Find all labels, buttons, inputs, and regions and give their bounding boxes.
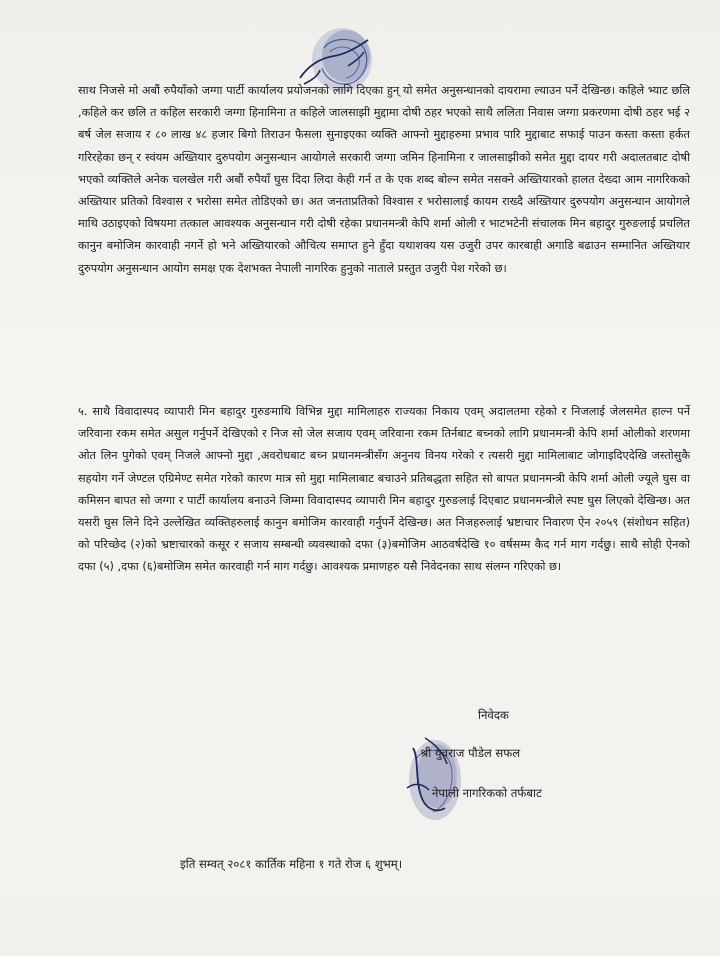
date-line: इति सम्वत् २०८१ कार्तिक महिना १ गते रोज ६ शुभम्। [180, 857, 403, 871]
paragraph-complaint-body: साथ निजसे मो अबौं रुपैयाँको जग्गा पार्टी कार्यालय प्रयोजनको लागि दिएका हुन् यो समेत अनुसन्धानको दायरामा ल्याउन पर्ने देखिन्छ। कहिले भ्याट छलि ,कहिले कर छलि त कहिल सरकारी जग्गा हिनामिना त कहिले जालसाझी मुद्दामा दोषी ठहर भएको साथै ललिता निवास जग्गा प्रकरणमा दोषी ठहर भई २ बर्ष जेल सजाय र ८० लाख ४८ हजार बिगो तिराउन फैसला सुनाइएका व्यक्ति आफ्नो मुद्दाहरुमा प्रभाव पारि मुद्दाबाट सफाई पाउन कस्ता कस्ता हर्कत गरिरहेका छन् र स्वंयम अख्तियार दुरुपयोग अनुसन्धान आयोगले सरकारी जग्गा जमिन हिनामिना र जालसाझीको समेत मुद्दा दायर गरी अदालतबाट दोषी भएको व्यक्तिले अनेक चलखेल गरी अबौं रुपैयाँ घुस दिदा लिदा केही गर्न त के एक शब्द बोल्न समेत नसक्ने अख्तियारको हालत देख्दा आम नागरिकको अख्तियार प्रतिको विश्वास र भरोसा समेत तोडिएको छ। अत जनताप्रतिको विश्वास र भरोसालाई कायम राख्दै अख्तियार दुरुपयोग अनुसन्धान आयोगले माथि उठाइएको विषयमा तत्काल आवश्यक अनुसन्धान गरी दोषी रहेका प्रधानमन्त्री केपि शर्मा ओली र भाटभटेनी संचालक मिन बहादुर गुरुङलाई प्रचलित कानुन बमोजिम कारवाही नगर्ने हो भने अख्तियारको औचित्य समाप्त हुने हुँदा यथाशक्य यस उजुरी उपर कारबाही अगाडि बढाउन सम्मानित अख्तियार दुरुपयोग अनुसन्धान आयोग समक्ष एक देशभक्त नेपाली नागरिक हुनुको नाताले प्रस्तुत उजुरी पेश गरेको छ। [78, 84, 690, 275]
signature-stamp [395, 718, 465, 828]
applicant-label: निवेदक [478, 708, 509, 722]
applicant-role: नेपाली नागरिकको तर्फबाट [432, 786, 542, 800]
applicant-name: श्री युवराज पौडेल सफल [420, 746, 521, 760]
paragraph-point-5: ५. साथै विवादास्पद व्यापारी मिन बहादुर गुरुङमाथि विभिन्न मुद्दा मामिलाहरु राज्यका निकाय एवम् अदालतमा रहेको र निजलाई जेलसमेत हाल्न पर्ने जरिवाना रकम समेत असुल गर्नुपर्ने देखिएको र निज सो जेल सजाय एवम् जरिवाना रकम तिर्नबाट बच्नको लागि प्रधानमन्त्री केपि शर्मा ओलीको शरणमा ओत लिन पुगेको एवम् निजले आफ्नो मुद्दा ,अवरोधबाट बच्न प्रधानमन्त्रीसँग अनुनय विनय गरेको र त्यसरी मुद्दा मामिलाबाट जोगाइदिएदेखि जस्तोसुकै सहयोग गर्ने जेण्टल एग्रिमेण्ट समेत गरेको कारण मात्र सो मुद्दा मामिलाबाट बचाउने प्रतिबद्धता सहित सो बापत प्रधानमन्त्री केपि शर्मा ओली ज्यूले घुस वा कमिसन बापत सो जग्गा र पार्टी कार्यालय बनाउने जिम्मा विवादास्पद व्यापारी मिन बहादुर गुरुङलाई दिएबाट प्रधानमन्त्रीले स्पष्ट घुस लिएको देखिन्छ। अत यसरी घुस लिने दिने उल्लेखित व्यक्तिहरुलाई कानुन बमोजिम कारवाही गर्नुपर्ने देखिन्छ। अत निजहरुलाई भ्रष्टाचार निवारण ऐन २०५९ (संशोधन सहित) को परिच्छेद (२)को भ्रष्टाचारको कसूर र सजाय सम्बन्धी व्यवस्थाको दफा (३)बमोजिम आठवर्षदेखि १० वर्षसम्म कैद गर्न माग गर्दछु। साथै सोही ऐनको दफा (५) ,दफा (६)बमोजिम समेत कारवाही गर्न माग गर्दछु। आवश्यक प्रमाणहरु यसै निवेदनका साथ संलग्न गरिएको छ। [78, 405, 690, 574]
